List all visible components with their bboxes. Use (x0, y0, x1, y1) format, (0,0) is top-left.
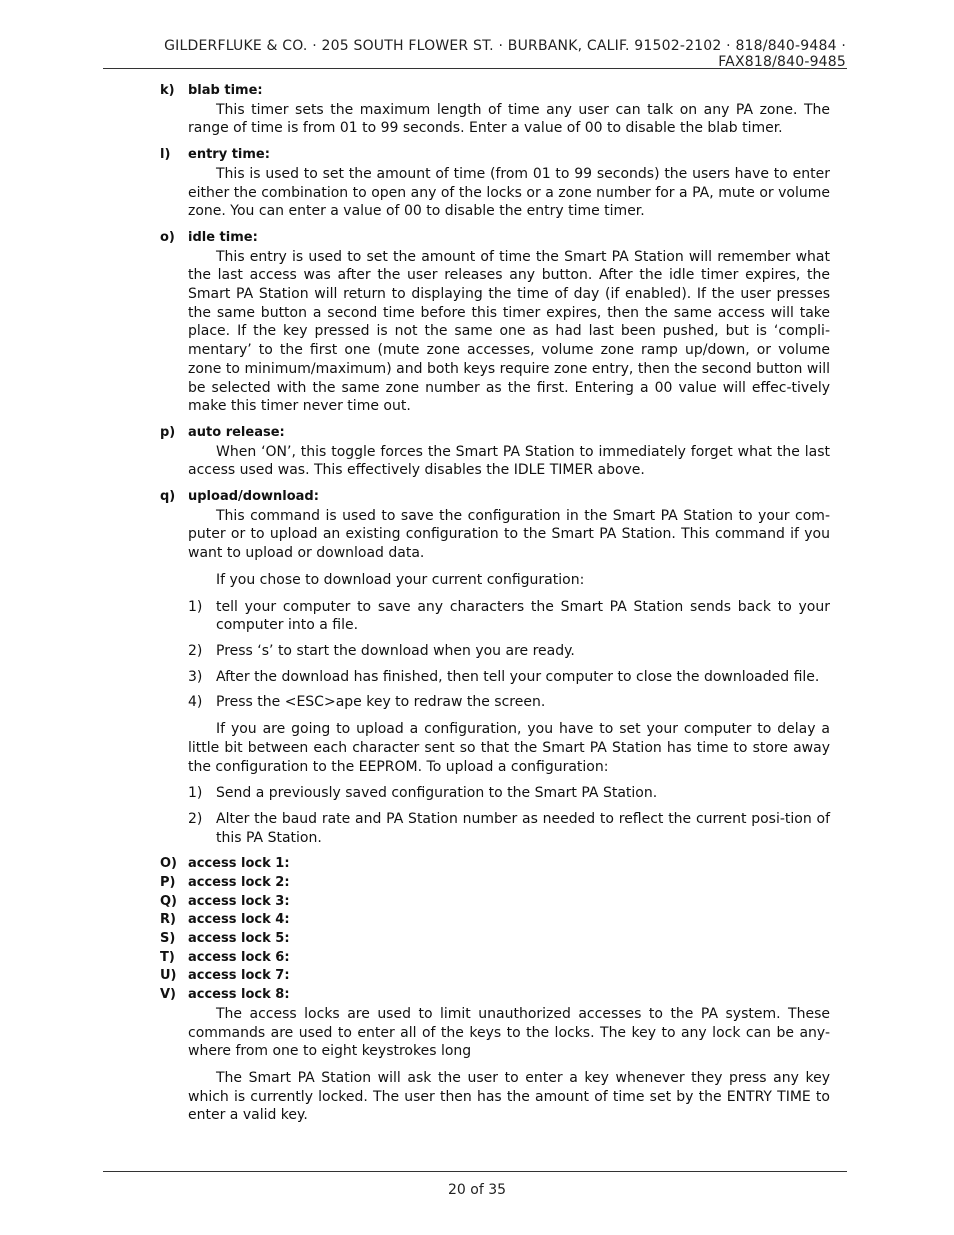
list-item: 2) Alter the baud rate and PA Station number as needed to reflect the current posi-tion of this PA Station. (188, 810, 830, 846)
upload-intro: If you are going to upload a configuration, you have to set your computer to delay a little bit between each character sent so that the Smart PA Station has time to store away the configuration to the EEPROM. To upload a configuration: (188, 721, 830, 775)
section-paragraph: The Smart PA Station will ask the user to enter a key whenever they press any key which is currently locked. The user then has the amount of time set by the ENTRY TIME to enter a valid key. (188, 1069, 830, 1124)
download-steps (160, 598, 830, 713)
list-item: 1) Send a previously saved configuration to the Smart PA Station. (188, 785, 658, 802)
section-paragraph: This is used to set the amount of time (from 01 to 99 seconds) the users have to enter either the combination to open any of the locks or a zone number for a PA, mute or volume zone. You can enter a value of 00 to disable the entry time timer. (188, 165, 830, 220)
access-lock-heading: R) access lock 4: (160, 912, 290, 928)
list-item: 2) Press ‘s’ to start the download when you are ready. (188, 642, 575, 659)
footer-rule (103, 1171, 847, 1172)
section-access-locks (160, 855, 830, 1125)
list-item: 4) Press the <ESC>ape key to redraw the screen. (188, 694, 546, 711)
section-title: idle time: (188, 229, 258, 245)
access-lock-heading: S) access lock 5: (160, 931, 290, 947)
page-number: 20 of 35 (447, 1182, 507, 1198)
section-heading (160, 82, 830, 101)
section-blab-time (160, 82, 830, 138)
section-letter: q) (160, 489, 176, 505)
section-letter: k) (160, 83, 175, 98)
list-item: 1) tell your computer to save any characters the Smart PA Station sends back to your computer into a file. (188, 598, 830, 634)
section-paragraph: The access locks are used to limit unauthorized accesses to the PA system. These commands are used to enter all of the keys to the locks. The key to any lock can be any-where from one to eight keystrokes long (188, 1005, 830, 1060)
section-upload-download (160, 488, 830, 847)
section-letter: p) (160, 424, 176, 440)
access-lock-heading: O) access lock 1: (160, 856, 290, 872)
download-intro: If you chose to download your current configuration: (216, 571, 585, 588)
access-lock-heading: V) access lock 8: (160, 987, 290, 1003)
access-lock-heading: P) access lock 2: (160, 875, 290, 890)
section-entry-time (160, 146, 830, 221)
document-body (160, 82, 830, 1133)
section-paragraph: When ‘ON’, this toggle forces the Smart PA Station to immediately forget what the last access used was. This effectively disables the IDLE TIMER above. (188, 443, 830, 479)
access-lock-list (160, 855, 830, 1005)
section-title: entry time: (188, 147, 270, 163)
section-idle-time (160, 229, 830, 416)
list-item: 3) After the download has finished, then tell your computer to close the downloaded file. (188, 668, 820, 685)
section-heading (160, 229, 830, 248)
access-lock-heading: U) access lock 7: (160, 968, 290, 984)
section-heading (160, 424, 830, 443)
section-title: auto release: (188, 424, 285, 440)
section-paragraph: This entry is used to set the amount of time the Smart PA Station will remember what the last access was after the user releases any button. After the idle timer expires, the Smart PA Station will return to displaying the time of day (if enabled). If the user presses the same button a second time before this timer expires, then the same access will take place. If the key pressed is not the same one as had last been pushed, but is ‘compli-mentary’ to the first one (mute zone accesses, volume zone ramp up/down, or volume zone to minimum/maximum) and both keys require zone entry, then the second button will be selected with the same zone number as the first. Entering a 00 value will effec-tively make this timer never time out. (188, 248, 830, 415)
section-title: blab time: (188, 83, 263, 98)
access-lock-heading: Q) access lock 3: (160, 893, 290, 909)
section-title: upload/download: (188, 489, 319, 505)
section-paragraph: This timer sets the maximum length of time any user can talk on any PA zone. The range of time is from 01 to 99 seconds. Enter a value of 00 to disable the blab timer. (188, 101, 830, 137)
access-lock-heading: T) access lock 6: (160, 949, 290, 965)
section-heading (160, 488, 830, 507)
section-letter: o) (160, 229, 175, 245)
section-letter: l) (160, 147, 171, 163)
upload-steps (160, 784, 830, 847)
section-auto-release (160, 424, 830, 480)
section-paragraph: This command is used to save the configuration in the Smart PA Station to your com-puter or to upload an existing configuration to the Smart PA Station. This command if you want to upload or download data. (188, 507, 830, 562)
header-rule (103, 68, 847, 69)
page-header: GILDERFLUKE & CO. · 205 SOUTH FLOWER ST. · BURBANK, CALIF. 91502-2102 · 818/840-9484 · FAX818/840-9485 (164, 38, 846, 70)
section-heading (160, 146, 830, 165)
